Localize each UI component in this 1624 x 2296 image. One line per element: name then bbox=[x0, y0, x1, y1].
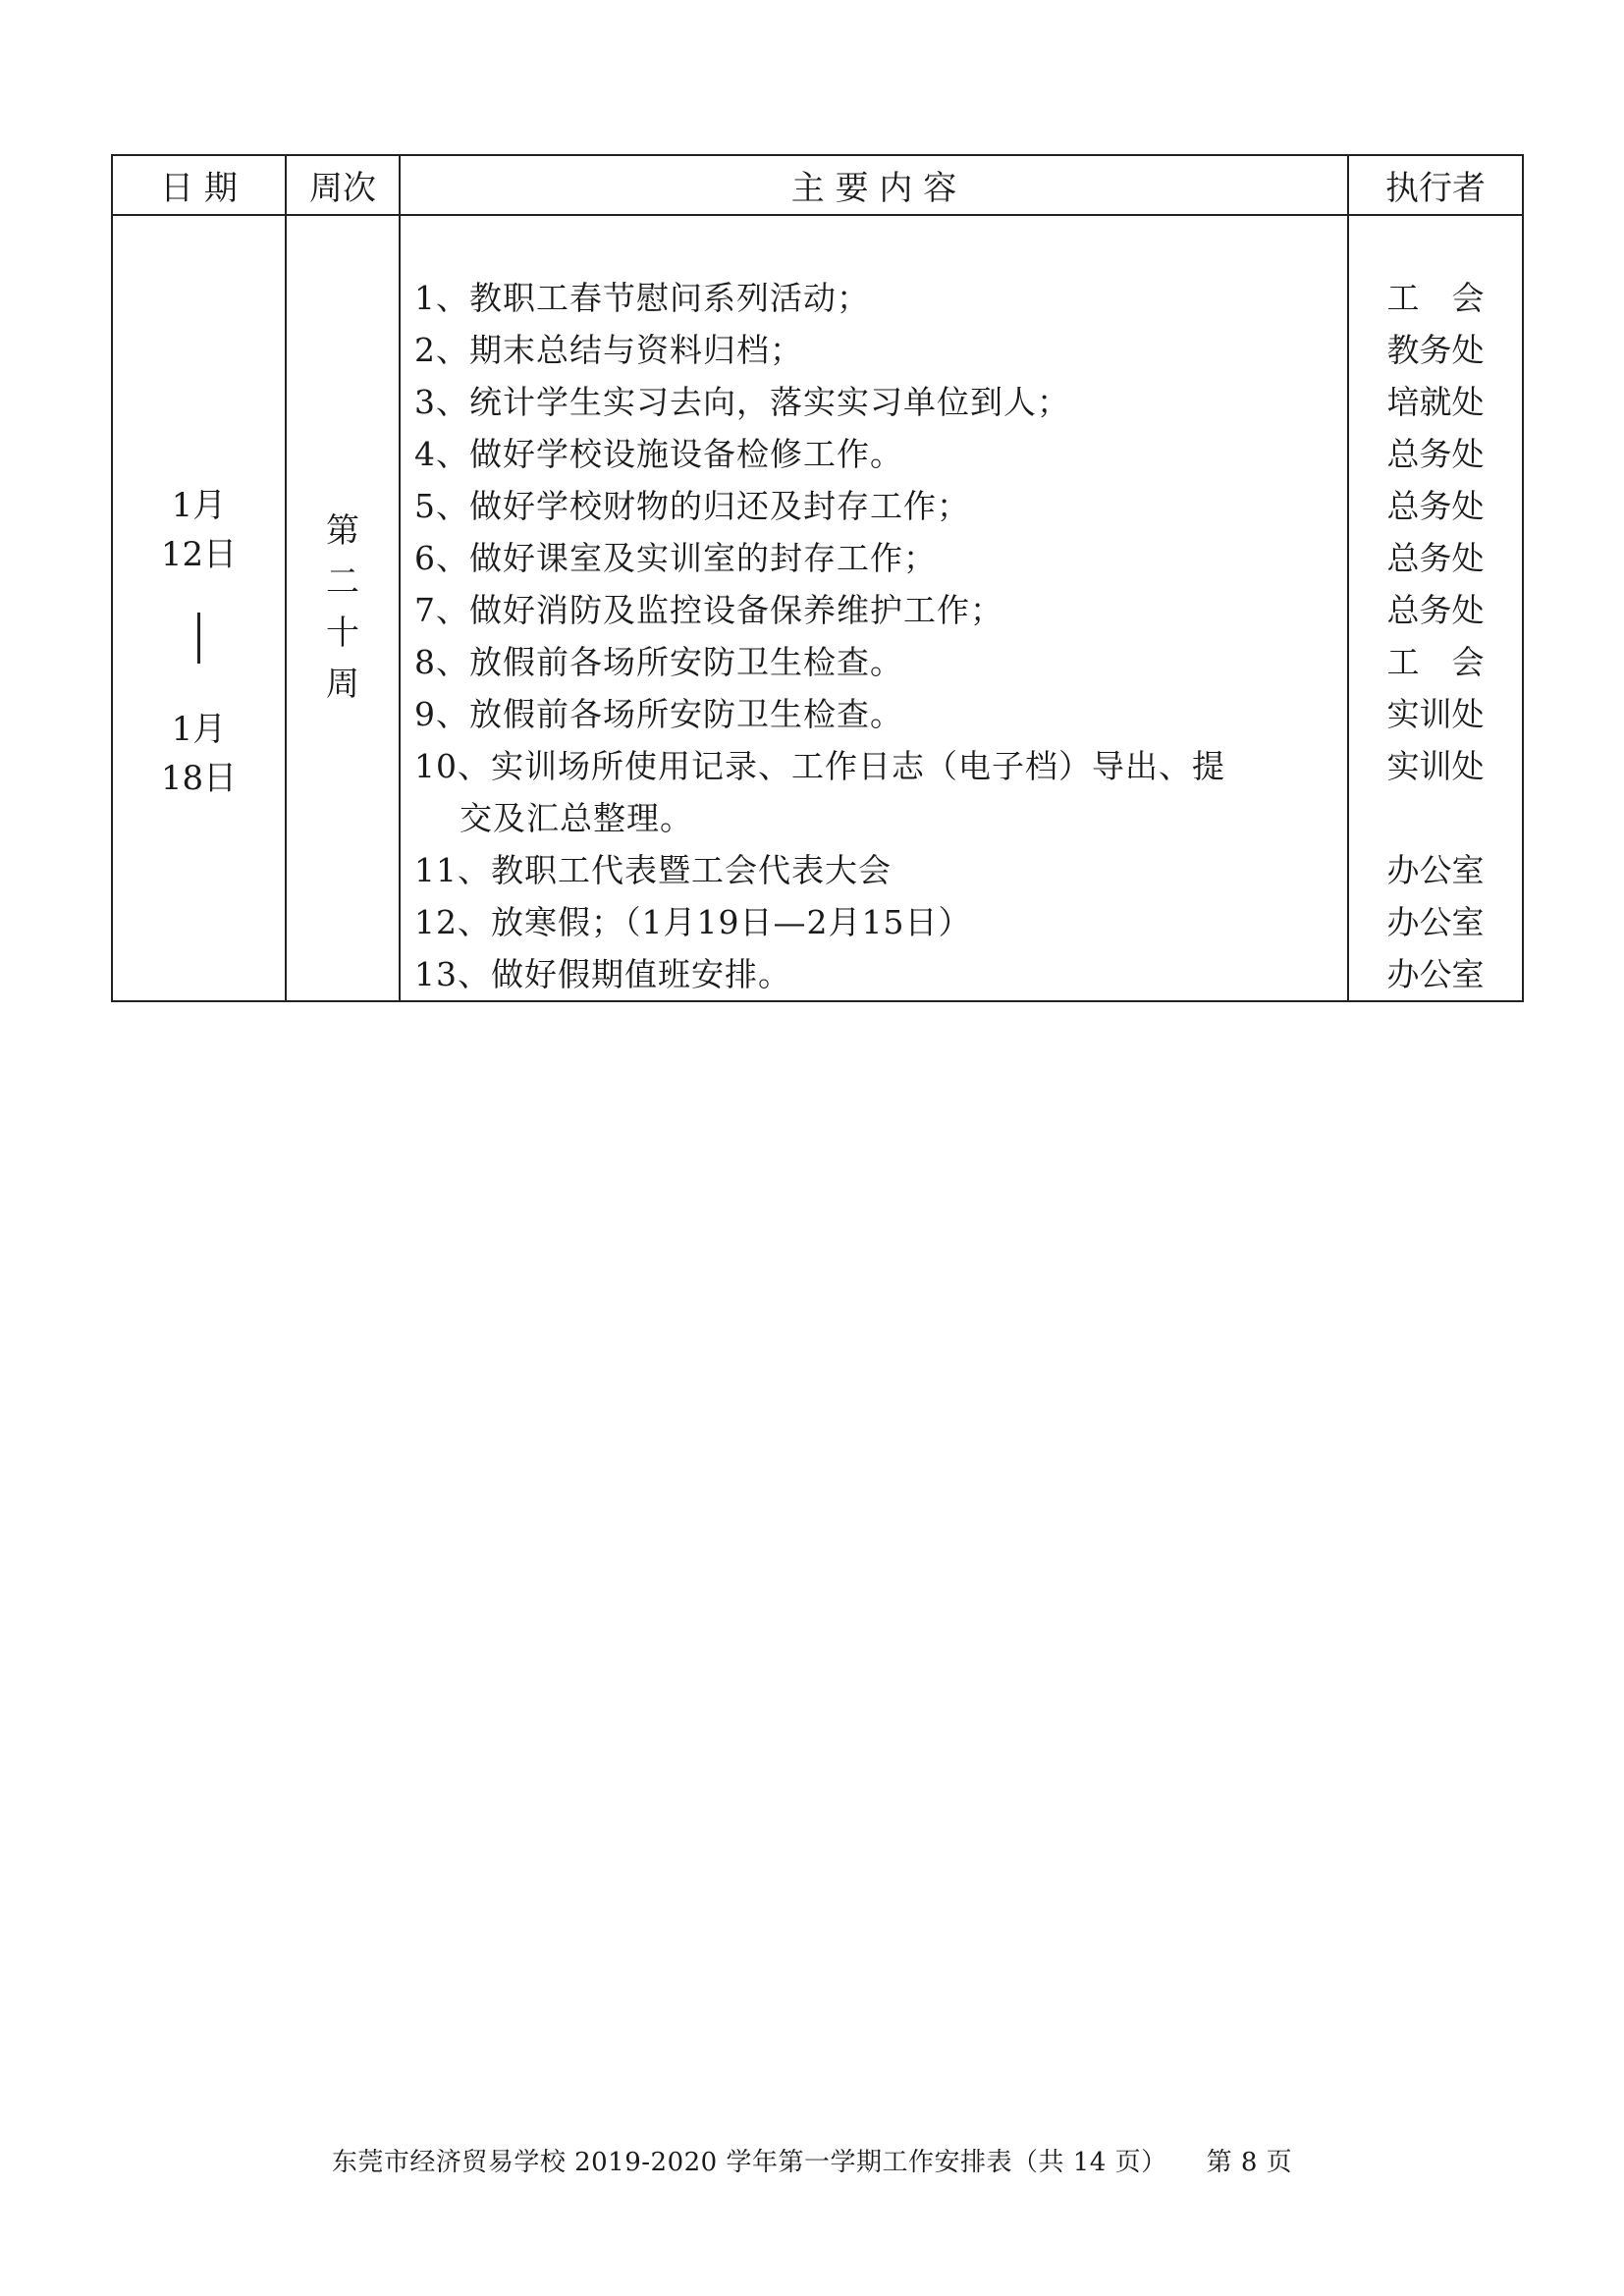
week-char: 第 bbox=[326, 511, 359, 551]
executor: 办公室 bbox=[1386, 903, 1485, 941]
list-item-continuation: 交及汇总整理。 bbox=[460, 799, 693, 837]
list-item: 6、做好课室及实训室的封存工作； bbox=[414, 539, 937, 577]
start-day: 12日 bbox=[160, 535, 238, 574]
date-cell bbox=[112, 215, 286, 1001]
list-item: 11、教职工代表暨工会代表大会 bbox=[414, 851, 892, 889]
header-date: 日 期 bbox=[112, 155, 286, 215]
executor: 总务处 bbox=[1386, 591, 1485, 629]
header-executor: 执行者 bbox=[1348, 155, 1523, 215]
list-item: 2、期末总结与资料归档； bbox=[414, 331, 803, 369]
table-row bbox=[112, 215, 1523, 1001]
list-item: 5、做好学校财物的归还及封存工作； bbox=[414, 487, 970, 525]
list-item: 9、放假前各场所安防卫生检查。 bbox=[414, 695, 903, 733]
week-cell bbox=[286, 215, 400, 1001]
executor-cell bbox=[1348, 215, 1523, 1001]
executor: 教务处 bbox=[1386, 331, 1485, 369]
content-cell bbox=[400, 215, 1348, 1001]
header-week: 周次 bbox=[286, 155, 400, 215]
executor: 总务处 bbox=[1386, 435, 1485, 473]
list-item: 13、做好假期值班安排。 bbox=[414, 955, 791, 993]
week-label bbox=[287, 506, 399, 710]
page-footer bbox=[0, 2142, 1624, 2178]
executor: 工 会 bbox=[1386, 643, 1485, 681]
week-char: 十 bbox=[326, 614, 359, 653]
date-range bbox=[113, 481, 285, 803]
executor: 办公室 bbox=[1386, 955, 1485, 993]
content-list bbox=[401, 216, 1347, 1000]
list-item: 1、教职工春节慰问系列活动； bbox=[414, 279, 870, 317]
executor: 实训处 bbox=[1386, 747, 1485, 785]
executor: 总务处 bbox=[1386, 487, 1485, 525]
footer-title: 东莞市经济贸易学校 2019-2020 学年第一学期工作安排表（共 14 页） bbox=[331, 2148, 1167, 2177]
list-item-text: 10、实训场所使用记录、工作日志（电子档）导出、提 bbox=[414, 747, 1225, 785]
week-char: 二 bbox=[326, 562, 359, 602]
executor: 办公室 bbox=[1386, 851, 1485, 889]
executor: 实训处 bbox=[1386, 695, 1485, 733]
end-day: 18日 bbox=[160, 759, 238, 798]
list-item: 8、放假前各场所安防卫生检查。 bbox=[414, 643, 903, 681]
header-row bbox=[112, 155, 1523, 215]
start-month: 1月 bbox=[171, 486, 227, 525]
end-month: 1月 bbox=[171, 710, 227, 749]
executor-list bbox=[1349, 216, 1522, 1000]
header-content: 主 要 内 容 bbox=[400, 155, 1348, 215]
executor-spacer bbox=[1349, 792, 1522, 844]
page-number: 第 8 页 bbox=[1206, 2148, 1293, 2177]
list-item: 3、统计学生实习去向，落实实习单位到人； bbox=[414, 383, 1070, 421]
executor: 工 会 bbox=[1386, 279, 1485, 317]
list-item: 12、放寒假；（1月19日—2月15日） bbox=[414, 903, 972, 941]
week-char: 周 bbox=[326, 665, 359, 704]
executor: 培就处 bbox=[1386, 383, 1485, 421]
list-item: 4、做好学校设施设备检修工作。 bbox=[414, 435, 903, 473]
list-item bbox=[414, 740, 1335, 844]
executor: 总务处 bbox=[1386, 539, 1485, 577]
schedule-table bbox=[111, 154, 1524, 1002]
date-separator bbox=[197, 613, 200, 664]
list-item: 7、做好消防及监控设备保养维护工作； bbox=[414, 591, 1003, 629]
